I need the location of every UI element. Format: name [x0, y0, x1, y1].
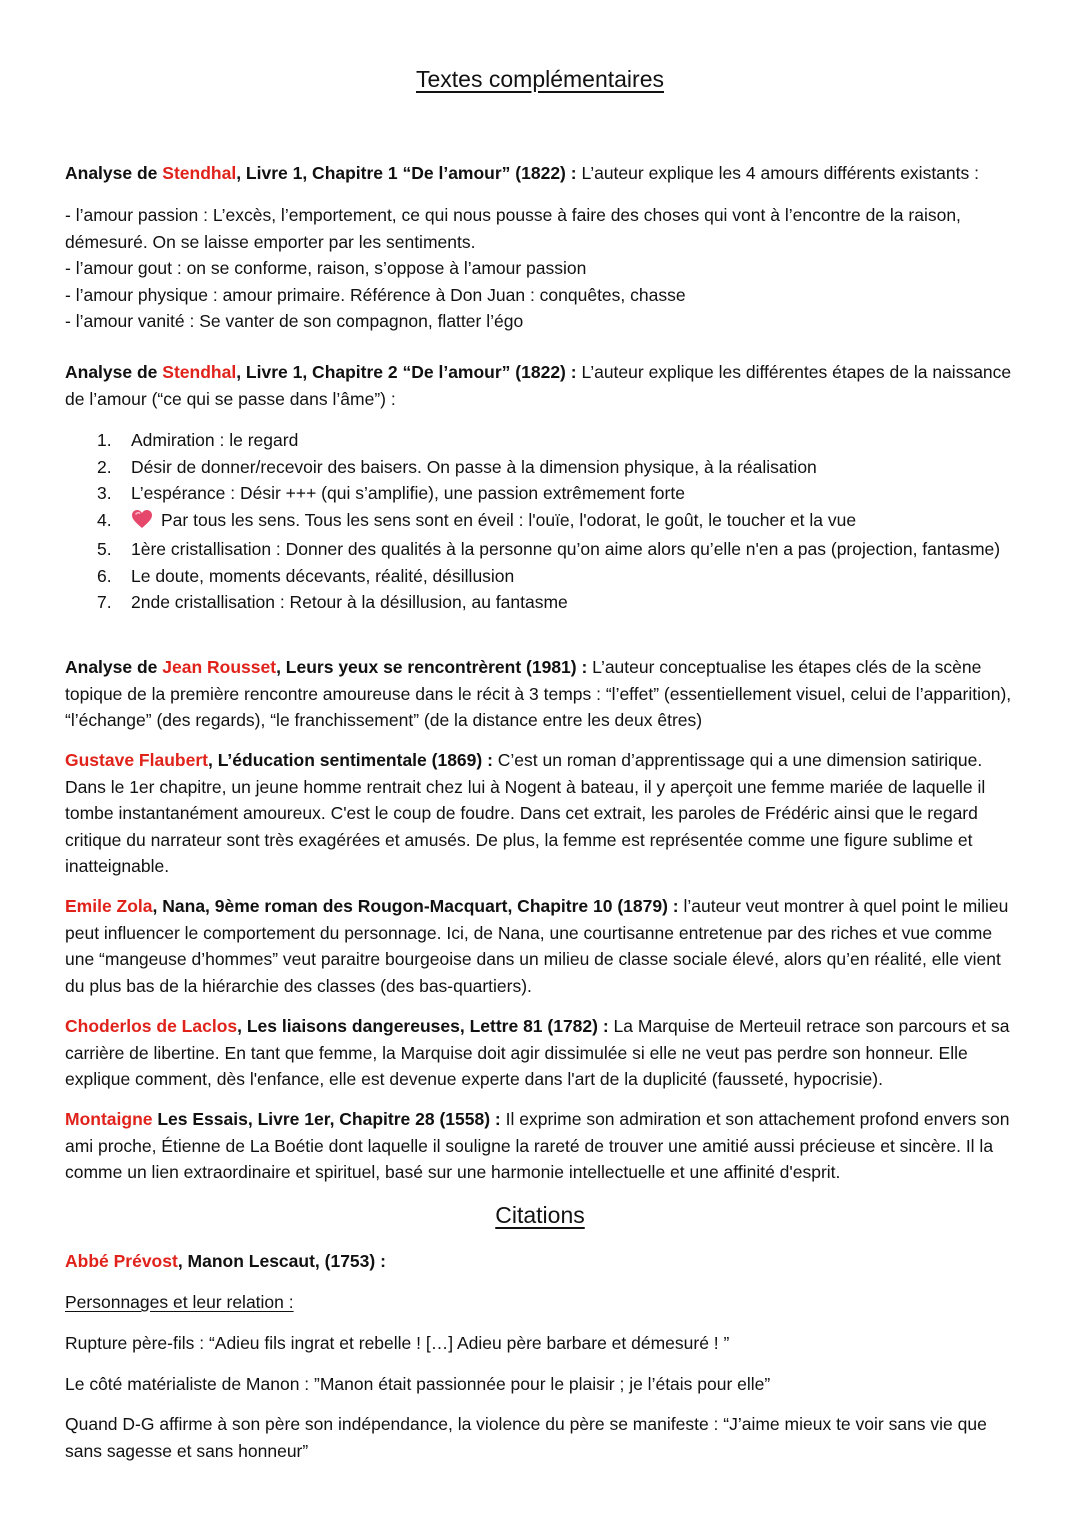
item-number: 6.	[97, 565, 112, 586]
work-reference: , L’éducation sentimentale (1869) :	[207, 750, 493, 770]
item-number: 1.	[97, 430, 112, 450]
analyse-stendhal-ch1-heading	[65, 160, 1025, 187]
citation-line: Le côté matérialiste de Manon : ”Manon était passionnée pour le plaisir ; je l’étais pour elle”	[65, 1374, 771, 1394]
list-item	[65, 427, 1025, 454]
amour-types-list	[65, 202, 1025, 335]
heading-lead: Analyse de	[65, 657, 163, 677]
work-reference: , Les liaisons dangereuses, Lettre 81 (1782) :	[237, 1016, 609, 1036]
zola-paragraph	[65, 893, 1025, 999]
item-text: 1ère cristallisation : Donner des qualités à la personne qu’on aime alors qu’elle n'en a pas (projection, fantasme)	[131, 539, 1001, 559]
item-text: Par tous les sens. Tous les sens sont en éveil : l'ouïe, l'odorat, le goût, le toucher et la vue	[161, 509, 857, 530]
paragraph-text: l’auteur veut montrer à quel point le milieu peut influencer le comportement du personnage. Ici, de Nana, une courtisanne entretenue par des riches et vue comme une “mangeuse d’hommes” veut paraitre bourgeoise dans un milieu de classe sociale élevé, alors qu’en réalité, elle vient du plus bas de la hiérarchie des classes (des bas-quartiers).	[65, 896, 1009, 996]
work-reference: , Leurs yeux se rencontrèrent (1981) :	[276, 657, 588, 677]
item-number: 3.	[97, 483, 112, 503]
work-reference: , Livre 1, Chapitre 1 “De l’amour” (1822) :	[236, 163, 577, 183]
author-name: Jean Rousset	[162, 657, 277, 677]
amour-steps-list	[65, 427, 1025, 616]
work-reference: , Nana, 9ème roman des Rougon-Macquart, Chapitre 10 (1879) :	[152, 896, 679, 916]
laclos-paragraph	[65, 1013, 1025, 1093]
citations-heading: Citations	[495, 1202, 585, 1228]
author-name: Abbé Prévost	[65, 1251, 178, 1271]
heading-lead: Analyse de	[65, 163, 163, 183]
list-item	[65, 536, 1025, 563]
paragraph-text: C’est un roman d’apprentissage qui a une dimension satirique. Dans le 1er chapitre, un jeune homme rentrait chez lui à Nogent à bateau, il y aperçoit une femme mariée de laquelle il tombe instantanément amoureux. C'est le coup de foudre. Dans cet extrait, les paroles de Frédéric ainsi que le regard critique du narrateur sont très exagérées et amusés. De plus, la femme est représentée comme une figure sublime et inatteignable.	[65, 750, 986, 876]
work-reference: , Manon Lescaut, (1753) :	[177, 1251, 386, 1271]
citation-line: Quand D-G affirme à son père son indépendance, la violence du père se manifeste : “J’aime mieux te voir sans vie que sans sagesse et sans honneur”	[65, 1414, 987, 1461]
author-name: Stendhal	[162, 362, 237, 382]
list-item: - l’amour vanité : Se vanter de son compagnon, flatter l’égo	[65, 311, 524, 331]
citation-line: Rupture père-fils : “Adieu fils ingrat et rebelle ! […] Adieu père barbare et démesuré ! ”	[65, 1333, 730, 1353]
list-item: - l’amour physique : amour primaire. Référence à Don Juan : conquêtes, chasse	[65, 284, 686, 305]
analyse-stendhal-ch2-heading	[65, 359, 1025, 412]
author-name: Emile Zola	[65, 896, 153, 916]
montaigne-paragraph	[65, 1106, 1025, 1186]
item-text: Désir de donner/recevoir des baisers. On passe à la dimension physique, à la réalisation	[131, 456, 817, 477]
author-name: Gustave Flaubert	[65, 750, 208, 770]
analyse-rousset-paragraph	[65, 654, 1025, 734]
author-name: Choderlos de Laclos	[65, 1016, 238, 1036]
work-reference: Les Essais, Livre 1er, Chapitre 28 (1558) :	[152, 1109, 501, 1129]
item-number: 2.	[97, 456, 112, 477]
item-text: L’espérance : Désir +++ (qui s’amplifie), une passion extrêmement forte	[131, 483, 685, 503]
list-item: - l’amour passion : L’excès, l’emportement, ce qui nous pousse à faire des choses qui vont à l’encontre de la raison, démesuré. On se laisse emporter par les sentiments.	[65, 205, 961, 252]
list-item	[65, 454, 1025, 481]
item-number: 5.	[97, 539, 112, 559]
citations-subheading: Personnages et leur relation :	[65, 1292, 294, 1312]
list-item: - l’amour gout : on se conforme, raison, s’oppose à l’amour passion	[65, 258, 587, 278]
paragraph-text: La Marquise de Merteuil retrace son parcours et sa carrière de libertine. En tant que femme, la Marquise doit agir dissimulée si elle ne veut pas perdre son honneur. Elle explique comment, dès l'enfance, elle est devenue experte dans l'art de la duplicité (fausseté, hypocrisie).	[65, 1016, 1010, 1089]
heart-icon	[131, 509, 153, 537]
paragraph-text: Il exprime son admiration et son attachement profond envers son ami proche, Étienne de La Boétie dont laquelle il souligne la rareté de trouver une amitié aussi précieuse et sincère. Il la comme un lien extraordinaire et spirituel, basé sur une harmonie intellectuelle et une affinité d'esprit.	[65, 1109, 1010, 1182]
item-text: Le doute, moments décevants, réalité, désillusion	[131, 565, 515, 586]
page-title: Textes complémentaires	[416, 66, 664, 92]
paragraph-text: L’auteur conceptualise les étapes clés de la scène topique de la première rencontre amoureuse dans le récit à 3 temps : “l’effet” (essentiellement visuel, celui de l’apparition), “l’échange” (des regards), “le franchissement” (de la distance entre les deux êtres)	[65, 657, 1012, 730]
author-name: Montaigne	[65, 1109, 153, 1129]
list-item	[65, 480, 1025, 507]
list-item	[65, 589, 1025, 616]
item-text: 2nde cristallisation : Retour à la désillusion, au fantasme	[131, 592, 568, 612]
heading-intro: L’auteur explique les 4 amours différents existants :	[576, 163, 979, 183]
item-number: 4.	[97, 509, 112, 530]
item-number: 7.	[97, 592, 112, 612]
author-name: Stendhal	[162, 163, 237, 183]
flaubert-paragraph	[65, 747, 1025, 880]
list-item	[65, 563, 1025, 590]
heading-intro: L’auteur explique les différentes étapes de la naissance de l’amour (“ce qui se passe dans l’âme”) :	[65, 362, 1012, 409]
list-item	[65, 507, 1025, 537]
work-reference: , Livre 1, Chapitre 2 “De l’amour” (1822) :	[236, 362, 577, 382]
heading-lead: Analyse de	[65, 362, 163, 382]
prevost-heading	[65, 1248, 1025, 1275]
item-text: Admiration : le regard	[131, 430, 299, 450]
